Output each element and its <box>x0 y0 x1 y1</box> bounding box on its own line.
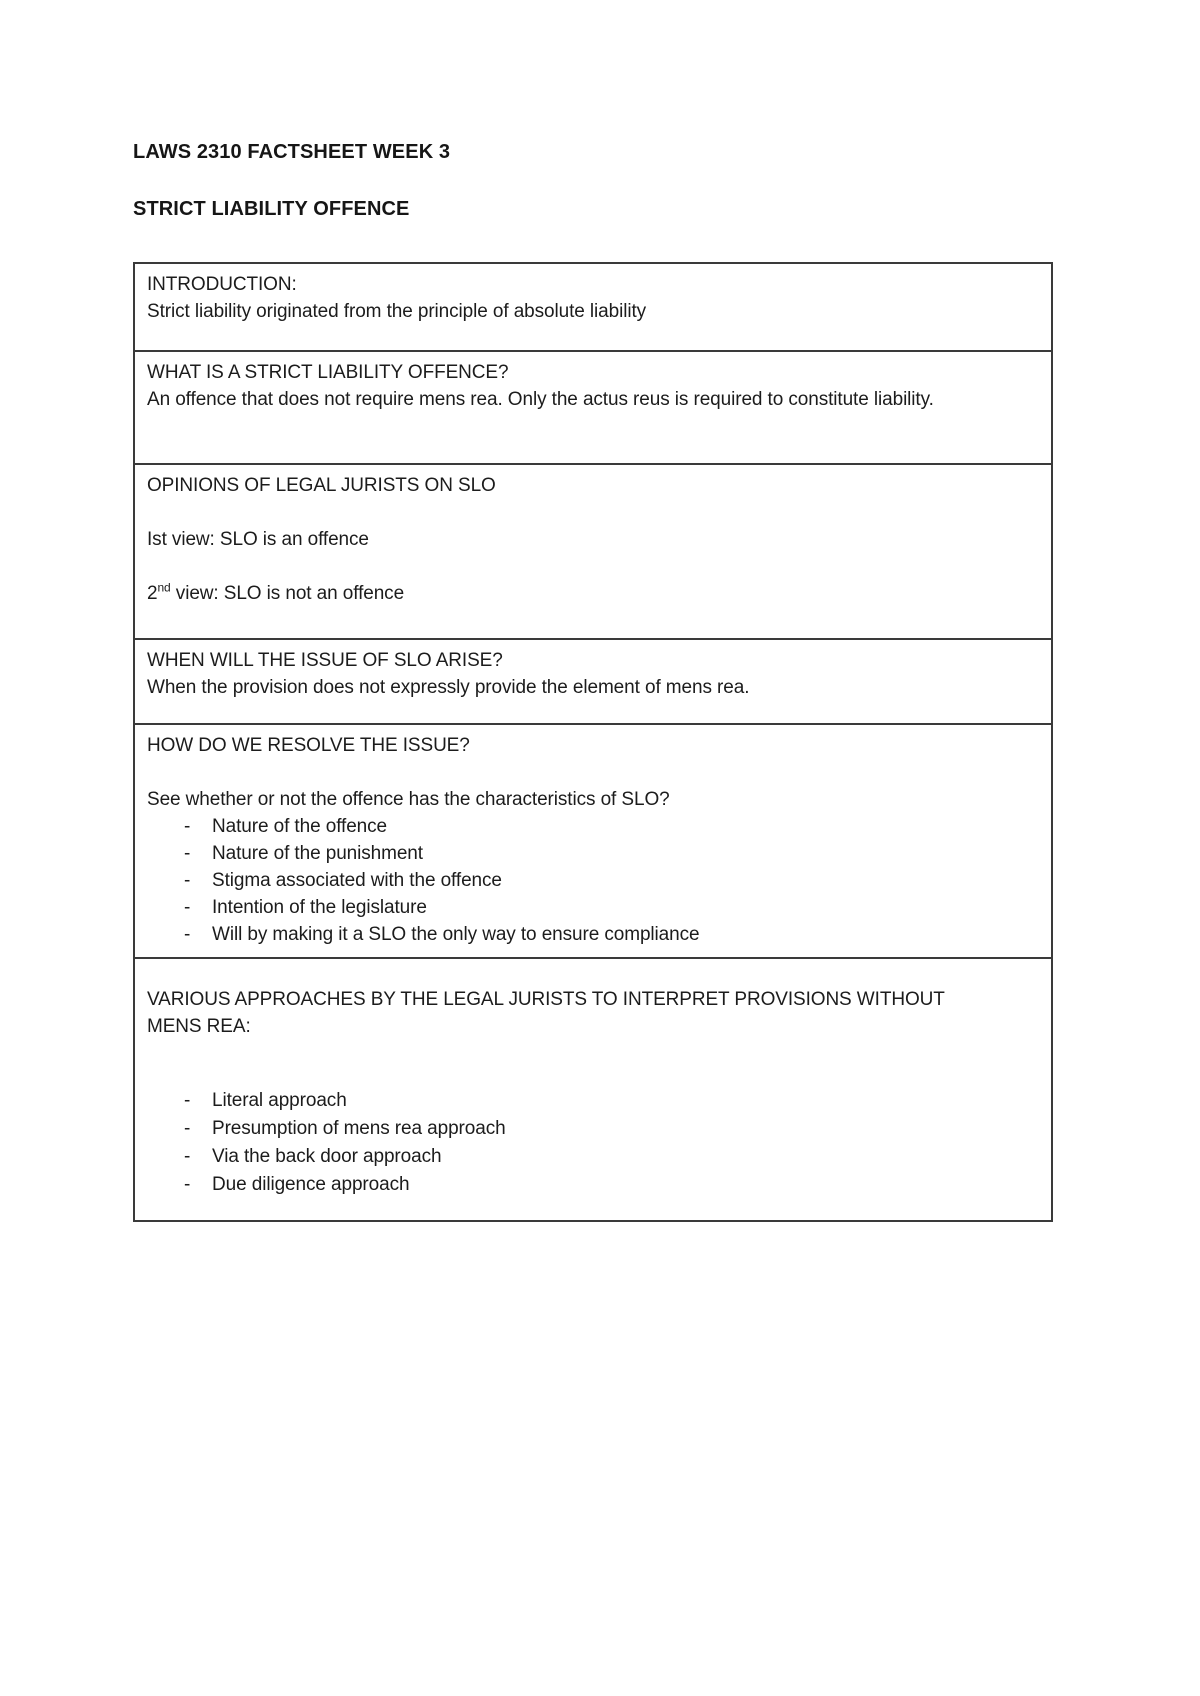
section-approaches <box>135 957 1051 1220</box>
list-item <box>147 921 1039 948</box>
characteristics-list <box>147 813 1039 948</box>
list-item <box>147 894 1039 921</box>
document-content <box>133 140 1053 1222</box>
dash-bullet: - <box>184 816 191 837</box>
list-item-text: Due diligence approach <box>212 1174 410 1195</box>
list-item-text: Nature of the offence <box>212 816 388 837</box>
list-item-text: Presumption of mens rea approach <box>212 1118 506 1139</box>
dash-bullet: - <box>184 1174 191 1195</box>
factsheet-table <box>133 262 1053 1222</box>
spacer <box>147 553 1039 580</box>
dash-bullet: - <box>184 1090 191 1111</box>
spacer <box>147 759 1039 786</box>
first-view-text: Ist view: SLO is an offence <box>147 529 369 550</box>
section-definition <box>135 350 1051 463</box>
section-heading: INTRODUCTION: <box>147 274 297 295</box>
list-item-text: Via the back door approach <box>212 1146 442 1167</box>
second-view-text <box>147 580 1039 607</box>
section-issue <box>135 638 1051 723</box>
list-item <box>147 1143 1039 1171</box>
section-opinions <box>135 463 1051 638</box>
spacer <box>147 499 1039 526</box>
list-item <box>147 813 1039 840</box>
section-heading: HOW DO WE RESOLVE THE ISSUE? <box>147 735 470 756</box>
second-view-rest: view: SLO is not an offence <box>170 583 405 604</box>
list-item-text: Stigma associated with the offence <box>212 870 502 891</box>
dash-bullet: - <box>184 897 191 918</box>
dash-bullet: - <box>184 843 191 864</box>
dash-bullet: - <box>184 1146 191 1167</box>
spacer <box>147 1067 1039 1087</box>
list-item-text: Literal approach <box>212 1090 347 1111</box>
spacer <box>147 1040 1039 1067</box>
section-heading-line2: MENS REA: <box>147 1016 251 1037</box>
document-title: LAWS 2310 FACTSHEET WEEK 3 <box>133 141 451 163</box>
list-item <box>147 1087 1039 1115</box>
section-intro-text: See whether or not the offence has the characteristics of SLO? <box>147 789 670 810</box>
dash-bullet: - <box>184 1118 191 1139</box>
list-item <box>147 1115 1039 1143</box>
dash-bullet: - <box>184 924 191 945</box>
document-subtitle: STRICT LIABILITY OFFENCE <box>133 198 410 220</box>
spacer <box>147 966 1039 986</box>
section-introduction <box>135 264 1051 350</box>
ordinal-suffix: nd <box>157 580 171 595</box>
section-heading: OPINIONS OF LEGAL JURISTS ON SLO <box>147 475 496 496</box>
section-text: Strict liability originated from the principle of absolute liability <box>147 301 647 322</box>
list-item <box>147 867 1039 894</box>
section-heading: WHEN WILL THE ISSUE OF SLO ARISE? <box>147 650 503 671</box>
list-item-text: Nature of the punishment <box>212 843 423 864</box>
section-heading: WHAT IS A STRICT LIABILITY OFFENCE? <box>147 362 509 383</box>
section-heading-line1: VARIOUS APPROACHES BY THE LEGAL JURISTS TO INTERPRET PROVISIONS WITHOUT <box>147 989 945 1010</box>
dash-bullet: - <box>184 870 191 891</box>
list-item-text: Intention of the legislature <box>212 897 427 918</box>
section-resolve <box>135 723 1051 957</box>
section-text: When the provision does not expressly provide the element of mens rea. <box>147 677 750 698</box>
section-text: An offence that does not require mens rea. Only the actus reus is required to constitute liability. <box>147 389 934 410</box>
list-item <box>147 1171 1039 1199</box>
approaches-list <box>147 1087 1039 1199</box>
list-item <box>147 840 1039 867</box>
ordinal-number: 2 <box>147 583 158 604</box>
list-item-text: Will by making it a SLO the only way to ensure compliance <box>212 924 700 945</box>
